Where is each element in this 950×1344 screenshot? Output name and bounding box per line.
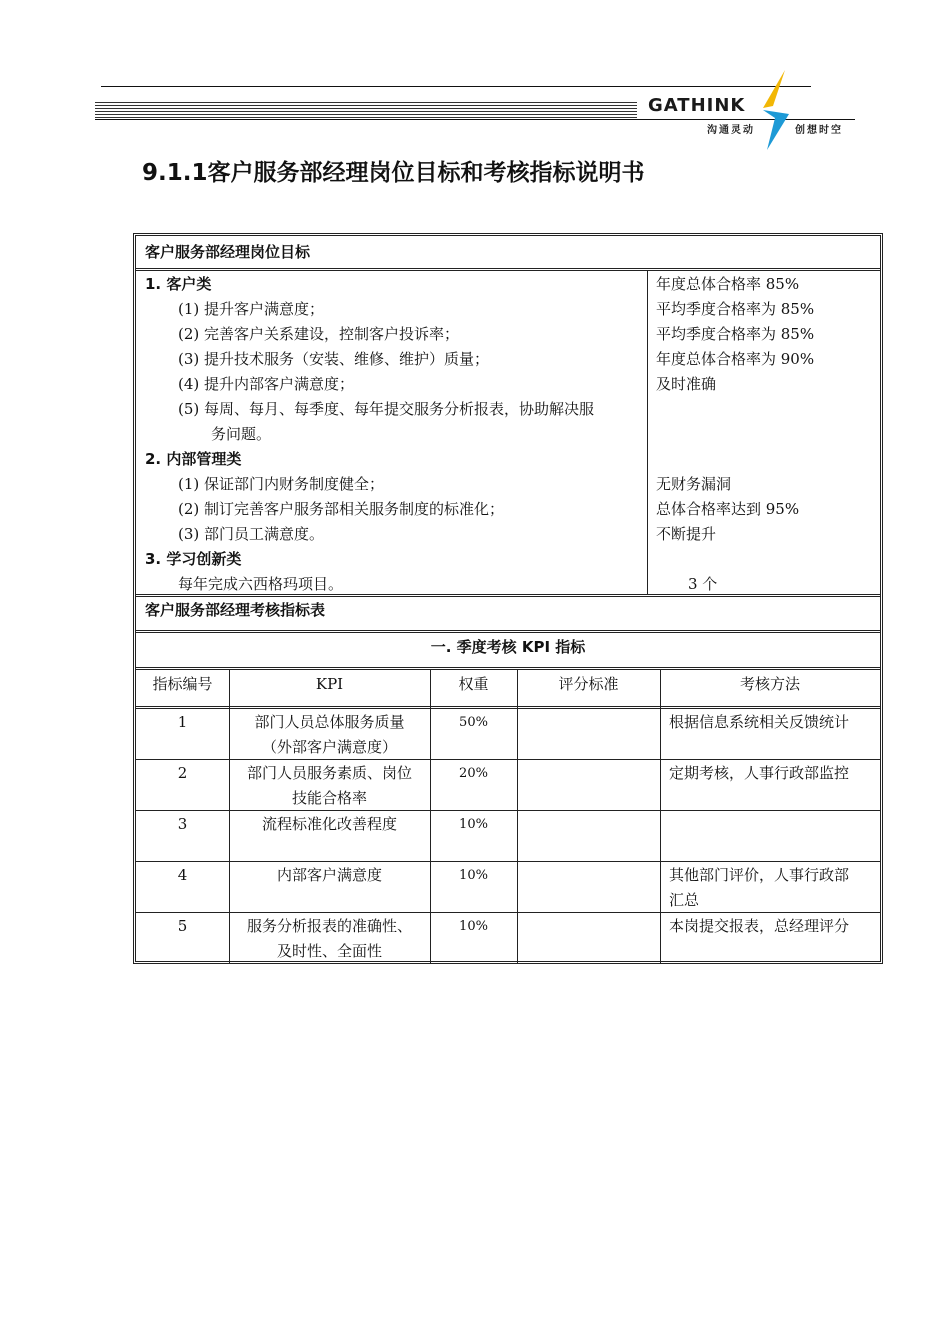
goal-item: (2) 完善客户关系建设，控制客户投诉率； [178, 325, 460, 343]
kpi-heading: 客户服务部经理考核指标表 [145, 601, 326, 619]
goal-target: 平均季度合格率为 85% [656, 300, 815, 318]
kpi-col-divider [517, 670, 518, 964]
slogan-left: 沟通灵动 [707, 125, 755, 136]
goal-item-continued: 务问题。 [211, 425, 272, 443]
goal-item: 每年完成六西格玛项目。 [178, 575, 344, 593]
goal-target: 年度总体合格率 85% [656, 275, 800, 293]
divider [136, 759, 880, 760]
kpi-method: 其他部门评价，人事行政部 [669, 866, 850, 884]
goal-item: (3) 部门员工满意度。 [178, 525, 325, 543]
goal-target: 及时准确 [656, 375, 717, 393]
brand-logo-text: GATHINK [648, 95, 746, 116]
kpi-name: 流程标准化改善程度 [261, 815, 397, 833]
gathink-logo-icon [755, 66, 795, 150]
goal-item: (1) 保证部门内财务制度健全； [178, 475, 385, 493]
kpi-method: 根据信息系统相关反馈统计 [669, 713, 850, 731]
divider [136, 594, 880, 597]
divider [136, 706, 880, 709]
kpi-method: 汇总 [669, 891, 700, 909]
goal-target: 无财务漏洞 [656, 475, 732, 493]
kpi-col-header: 指标编号 [152, 675, 213, 693]
divider [136, 861, 880, 862]
document-table [133, 233, 883, 964]
goal-target: 平均季度合格率为 85% [656, 325, 815, 343]
goal-target: 总体合格率达到 95% [656, 500, 800, 518]
header-rule-bottom [95, 119, 855, 120]
category-label: 1. 客户类 [145, 275, 212, 293]
kpi-name: （外部客户满意度） [261, 738, 397, 756]
page-header [95, 62, 865, 152]
kpi-id: 3 [177, 815, 188, 833]
goal-target: 不断提升 [656, 525, 717, 543]
kpi-id: 4 [177, 866, 188, 884]
kpi-subheading: 一. 季度考核 KPI 指标 [430, 638, 586, 656]
goal-item: (1) 提升客户满意度； [178, 300, 325, 318]
category-label: 3. 学习创新类 [145, 550, 242, 568]
kpi-weight: 10% [459, 868, 488, 883]
kpi-name: 部门人员总体服务质量 [254, 713, 405, 731]
kpi-name: 服务分析报表的准确性、 [246, 917, 412, 935]
kpi-col-divider [660, 670, 661, 964]
goals-heading: 客户服务部经理岗位目标 [145, 243, 311, 261]
page-title: 9.1.1客户服务部经理岗位目标和考核指标说明书 [142, 160, 645, 186]
kpi-id: 5 [177, 917, 188, 935]
kpi-weight: 10% [459, 919, 488, 934]
goal-target: 年度总体合格率为 90% [656, 350, 815, 368]
kpi-id: 1 [177, 713, 188, 731]
kpi-weight: 10% [459, 817, 488, 832]
category-label: 2. 内部管理类 [145, 450, 242, 468]
goal-item: (2) 制订完善客户服务部相关服务制度的标准化； [178, 500, 505, 518]
divider [136, 268, 880, 271]
kpi-name: 内部客户满意度 [276, 866, 382, 884]
kpi-method: 定期考核，人事行政部监控 [669, 764, 850, 782]
kpi-name: 技能合格率 [291, 789, 367, 807]
kpi-id: 2 [177, 764, 188, 782]
kpi-method: 本岗提交报表，总经理评分 [669, 917, 850, 935]
slogan-right: 创想时空 [795, 125, 843, 136]
kpi-col-header: KPI [315, 675, 344, 693]
kpi-col-header: 考核方法 [739, 675, 800, 693]
kpi-weight: 50% [459, 715, 488, 730]
goal-item: (5) 每周、每月、每季度、每年提交服务分析报表，协助解决服 [178, 400, 595, 418]
goal-target: 3 个 [688, 575, 718, 593]
kpi-weight: 20% [459, 766, 488, 781]
header-hatch-band [95, 102, 637, 118]
kpi-col-header: 权重 [458, 675, 489, 693]
divider [136, 912, 880, 913]
header-rule-top [101, 86, 811, 87]
kpi-name: 及时性、全面性 [276, 942, 382, 960]
divider [136, 630, 880, 633]
goals-column-divider [647, 271, 648, 595]
goal-item: (3) 提升技术服务（安装、维修、维护）质量； [178, 350, 490, 368]
divider [136, 810, 880, 811]
kpi-col-header: 评分标准 [558, 675, 619, 693]
kpi-name: 部门人员服务素质、岗位 [246, 764, 412, 782]
goal-item: (4) 提升内部客户满意度； [178, 375, 355, 393]
divider [136, 667, 880, 670]
